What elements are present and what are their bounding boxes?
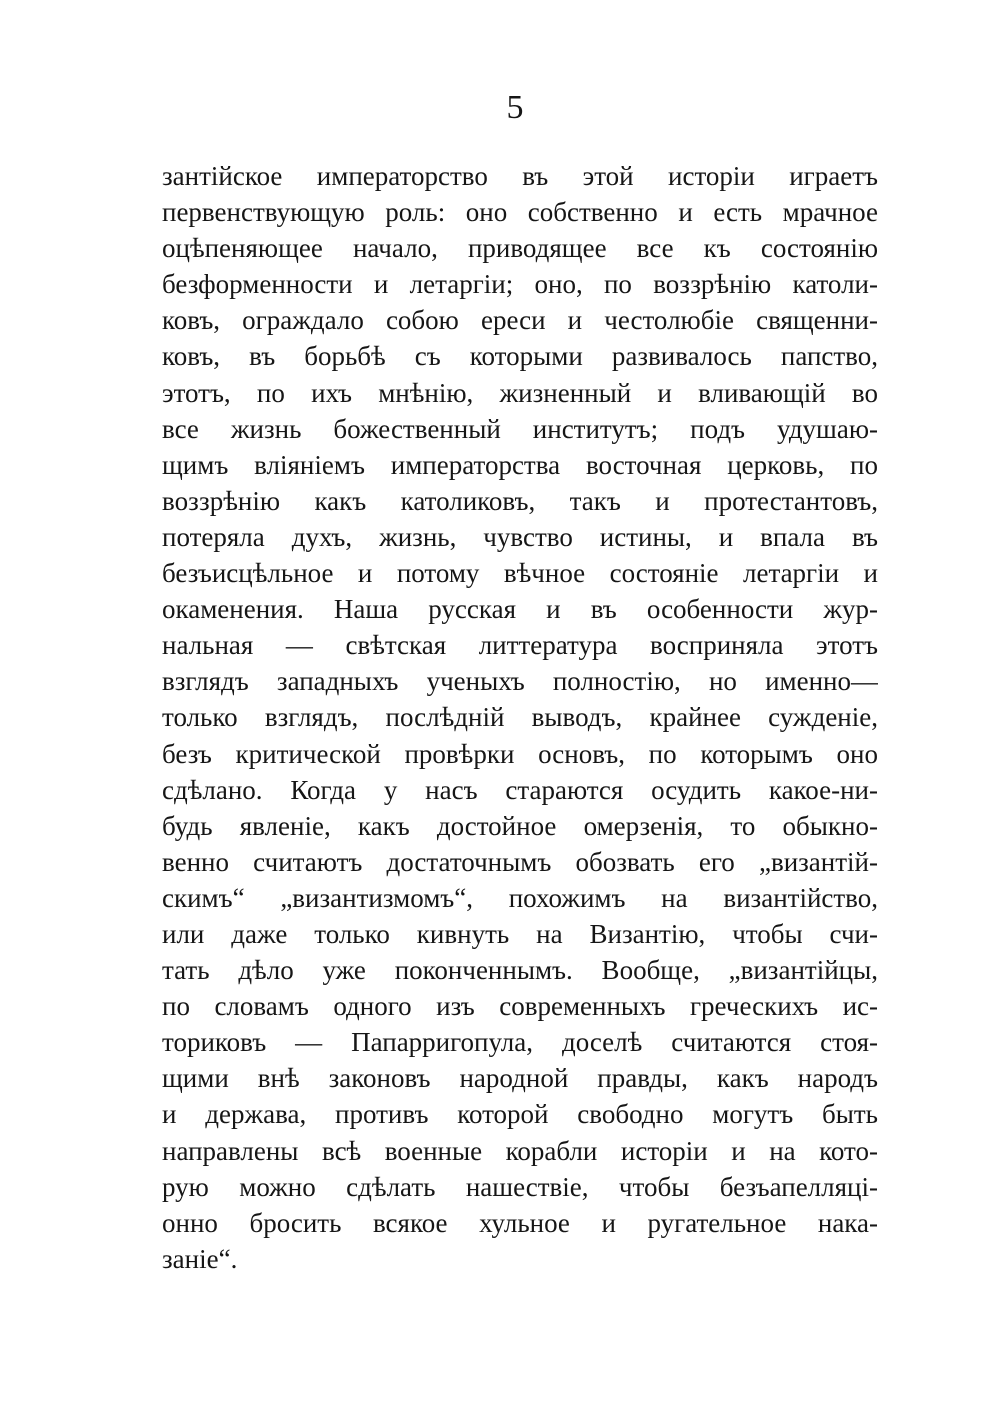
text-line: будь явленіе, какъ достойное омерзенія, то обыкно-: [162, 810, 878, 841]
text-line: безъисцѣльное и потому вѣчное состояніе летаргіи и: [162, 558, 878, 589]
text-line: зантійское императорство въ этой исторіи играетъ: [162, 161, 878, 191]
text-line: воззрѣнію какъ католиковъ, такъ и протестантовъ,: [162, 485, 878, 516]
text-line: сдѣлано. Когда у насъ стараются осудить какое-ни-: [162, 774, 878, 805]
text-line: ковъ, ограждало собою ереси и честолюбіе священни-: [162, 305, 878, 336]
text-line: безъ критической провѣрки основъ, по которымъ оно: [162, 738, 878, 769]
text-line: ковъ, въ борьбѣ съ которыми развивалось папство,: [162, 341, 878, 372]
text-line: потеряла духъ, жизнь, чувство истины, и впала въ: [162, 521, 878, 552]
text-line: первенствующую роль: оно собственно и есть мрачное: [162, 197, 878, 228]
text-line: щимъ вліяніемъ императорства восточная церковь, по: [162, 449, 878, 480]
text-line: окаменения. Наша русская и въ особенности жур-: [162, 594, 878, 625]
text-line: взглядъ западныхъ ученыхъ полностію, но именно—: [162, 666, 878, 697]
text-line: щими внѣ законовъ народной правды, какъ народъ: [162, 1063, 878, 1094]
text-line: по словамъ одного изъ современныхъ греческихъ ис-: [162, 991, 878, 1022]
text-line: ториковъ — Папарригопула, доселѣ считаются стоя-: [162, 1027, 878, 1058]
text-line: все жизнь божественный институтъ; подъ удушаю-: [162, 413, 878, 444]
text-line: безформенности и летаргіи; оно, по воззрѣнію католи-: [162, 269, 878, 300]
body-text: [162, 158, 878, 1277]
text-line: скимъ“ „византизмомъ“, похожимъ на византійство,: [162, 882, 878, 913]
text-line: рую можно сдѣлать нашествіе, чтобы безъапелляці-: [162, 1171, 878, 1202]
text-line: нальная — свѣтская литтература восприняла этотъ: [162, 630, 878, 661]
text-line: оцѣпеняющее начало, приводящее все къ состоянію: [162, 233, 878, 264]
text-line: направлены всѣ военные корабли исторіи и на кото-: [162, 1135, 878, 1166]
text-line: только взглядъ, послѣдній выводъ, крайнее сужденіе,: [162, 702, 878, 733]
text-line-last: заніе“.: [162, 1243, 238, 1274]
text-line: онно бросить всякое хульное и ругательное нака-: [162, 1207, 878, 1238]
text-line: тать дѣло уже поконченнымъ. Вообще, „византійцы,: [162, 955, 878, 986]
text-line: этотъ, по ихъ мнѣнію, жизненный и вливающій во: [162, 377, 878, 408]
text-line: или даже только кивнуть на Византію, чтобы счи-: [162, 918, 878, 949]
text-line: и держава, противъ которой свободно могутъ быть: [162, 1099, 878, 1130]
page-number: 5: [506, 89, 524, 126]
text-line: венно считаютъ достаточнымъ обозвать его „византій-: [162, 846, 878, 877]
